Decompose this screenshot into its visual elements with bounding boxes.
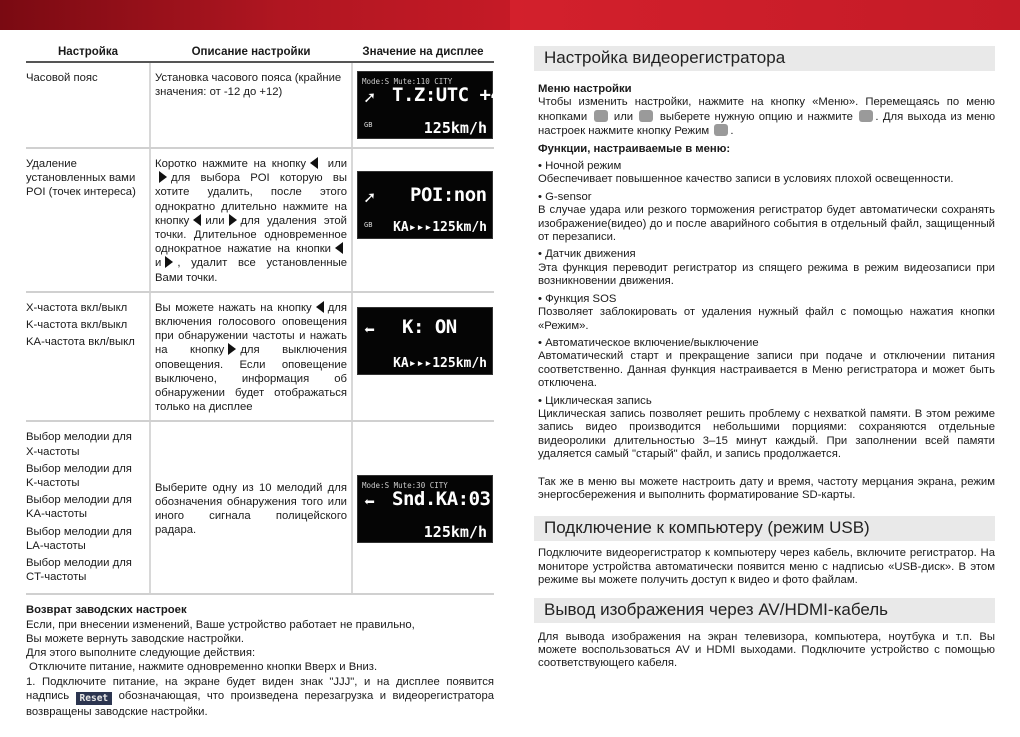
- display-speed: 125km/h: [423, 522, 487, 541]
- right-button-icon: [229, 214, 237, 226]
- paragraph: Для вывода изображения на экран телевизора, компьютера, ноутбука и т.п. Вы можете воспользоваться AV и HDMI выходами. Подключите устройство с помощью соответствующего кабеля.: [538, 630, 995, 670]
- section-heading: Вывод изображения через AV/HDMI-кабель: [534, 598, 995, 623]
- display-gb: GB: [364, 120, 373, 129]
- display-status: Mode:S Mute:30 CITY: [362, 480, 448, 490]
- right-button-icon: [165, 256, 173, 268]
- list-item: • Автоматическое включение/выключение Автоматический старт и прекращение записи при подаче и отключении питания соответственно. Данная функция настраивается в Меню регистратора и может быть отключена.: [538, 336, 995, 390]
- display-speed: KA▸▸▸125km/h: [393, 219, 487, 235]
- reset-badge: Reset: [76, 692, 113, 705]
- ok-button-icon: [859, 110, 873, 122]
- setting-description: Вы можете нажать на кнопку для включения голосового оповещения при обнаружении частоты и нажать на кнопку для выключения оповещения. Если оповещение выключено, информация об обнаружении будет отображаться только на дисплее: [150, 292, 352, 422]
- table-header-row: [26, 44, 494, 62]
- arrow-up-right-icon: ➚: [364, 88, 375, 109]
- setting-description: Установка часового пояса (крайние значения: от -12 до +12): [150, 62, 352, 148]
- list-item: • Циклическая запись Циклическая запись позволяет решить проблему с нехваткой памяти. В этом режиме запись видео производится небольшими порциями: сохраняются отдельные видеоролики длительностью 3–15 минут каждый. При заполнении всей памяти удаляется самый "старый" файл, и запись продолжается.: [538, 394, 995, 461]
- top-banner-right: [510, 0, 1020, 30]
- setting-name: Выбор мелодии для X-частоты Выбор мелодии для K-частоты Выбор мелодии для KA-частоты Выбор мелодии для LA-частоты Выбор мелодии для CT-частоты: [26, 421, 150, 594]
- section-heading: Подключение к компьютеру (режим USB): [534, 516, 995, 541]
- display-speed: 125km/h: [423, 118, 487, 137]
- setting-name: Удаление установленных вами POI (точек интереса): [26, 148, 150, 292]
- left-button-icon: [335, 242, 343, 254]
- top-banner-left: [0, 0, 510, 30]
- section-title: Возврат заводских настроек: [26, 604, 187, 617]
- paragraph: Вы можете вернуть заводские настройки.: [26, 632, 245, 645]
- right-button-icon: [228, 343, 236, 355]
- paragraph: Для этого выполните следующие действия:: [26, 647, 256, 660]
- paragraph: Так же в меню вы можете настроить дату и время, частоту мерцания экрана, режим энергосбережения и выполнить форматирование SD-карты.: [538, 475, 995, 501]
- arrow-left-icon: ⬅: [364, 319, 375, 341]
- setting-name: X-частота вкл/выкл K-частота вкл/выкл KA-частота вкл/выкл: [26, 292, 150, 422]
- table-row-timezone: [26, 62, 494, 148]
- display-gb: GB: [364, 220, 373, 229]
- header-display: Значение на дисплее: [352, 44, 494, 62]
- list-item: • G-sensor В случае удара или резкого торможения регистратор будет автоматически сохранять изображение(видео) до и после аварийного события в отдельный файл, защищенный от перезаписи.: [538, 190, 995, 244]
- setting-name: Часовой пояс: [26, 62, 150, 148]
- right-button-icon: [639, 110, 653, 122]
- mode-button-icon: [714, 124, 728, 136]
- table-row-melody: [26, 421, 494, 594]
- display-status: Mode:S Mute:110 CITY: [362, 77, 453, 86]
- right-page: [538, 46, 995, 671]
- list-item: • Функция SOS Позволяет заблокировать от удаления нужный файл с помощью нажатия кнопки «Режим».: [538, 292, 995, 332]
- display-speed: KA▸▸▸125km/h: [393, 355, 487, 371]
- paragraph: Если, при внесении изменений, Ваше устройство работает не правильно,: [26, 618, 415, 631]
- subsection-title: Меню настройки: [538, 83, 632, 95]
- left-button-icon: [316, 301, 324, 313]
- display-preview: [357, 71, 502, 139]
- settings-table: [26, 44, 502, 595]
- section-heading: Настройка видеорегистратора: [534, 46, 995, 71]
- header-setting: Настройка: [26, 44, 150, 62]
- paragraph: 1. Подключите питание, на экране будет виден знак "JJJ", и на дисплее появится надпись Reset обозначающая, что произведена перезагрузка и видеорегистратора возвращены заводские настройки.: [26, 675, 495, 718]
- display-value: POI:non: [410, 184, 487, 206]
- arrow-left-icon: ⬅: [364, 491, 375, 513]
- arrow-up-right-icon: ➚: [364, 188, 375, 209]
- paragraph: Подключите видеорегистратор к компьютеру через кабель, включите регистратор. На мониторе устройства автоматически появится меню с надписью «USB-диск». В этом режиме вы можете получить доступ к видео и фото файлам.: [538, 547, 995, 587]
- paragraph: Отключите питание, нажмите одновременно кнопки Вверх и Вниз.: [29, 661, 378, 674]
- setting-description: Выберите одну из 10 мелодий для обозначения обнаружения того или иного сигнала полицейского радара.: [150, 421, 352, 594]
- display-value: K: ON: [402, 315, 457, 338]
- display-value: T.Z:UTC +4: [392, 84, 502, 106]
- left-button-icon: [310, 157, 318, 169]
- left-button-icon: [594, 110, 608, 122]
- list-item: • Ночной режим Обеспечивает повышенное качество записи в условиях плохой освещенности.: [538, 160, 954, 186]
- header-description: Описание настройки: [150, 44, 352, 62]
- display-preview: [357, 171, 493, 239]
- subsection-title: Функции, настраиваемые в меню:: [538, 142, 731, 155]
- table-row-poi: [26, 148, 494, 292]
- right-button-icon: [159, 171, 167, 183]
- display-preview: [357, 475, 493, 543]
- table-row-frequency: [26, 292, 494, 422]
- list-item: • Датчик движения Эта функция переводит регистратор из спящего режима в режим видеозаписи при возникновении движения.: [538, 248, 995, 288]
- paragraph: Чтобы изменить настройки, нажмите на кнопку «Меню». Перемещаясь по меню кнопками или выберете нужную опцию и нажмите . Для выхода из меню настроек нажмите кнопку Режим .: [538, 96, 996, 138]
- display-value: Snd.KA:03: [392, 487, 491, 510]
- factory-reset-section: [26, 603, 494, 718]
- left-button-icon: [193, 214, 201, 226]
- setting-description: Коротко нажмите на кнопку илидля выбора POI которую вы хотите удалить, после этого однократно длительно нажмите на кнопку или для удаления этой точки. Длительное одновременное однократное нажатие на кнопки и , удалит все установленные Вами точки.: [150, 148, 352, 292]
- left-page: [26, 44, 502, 719]
- display-preview: [357, 307, 493, 375]
